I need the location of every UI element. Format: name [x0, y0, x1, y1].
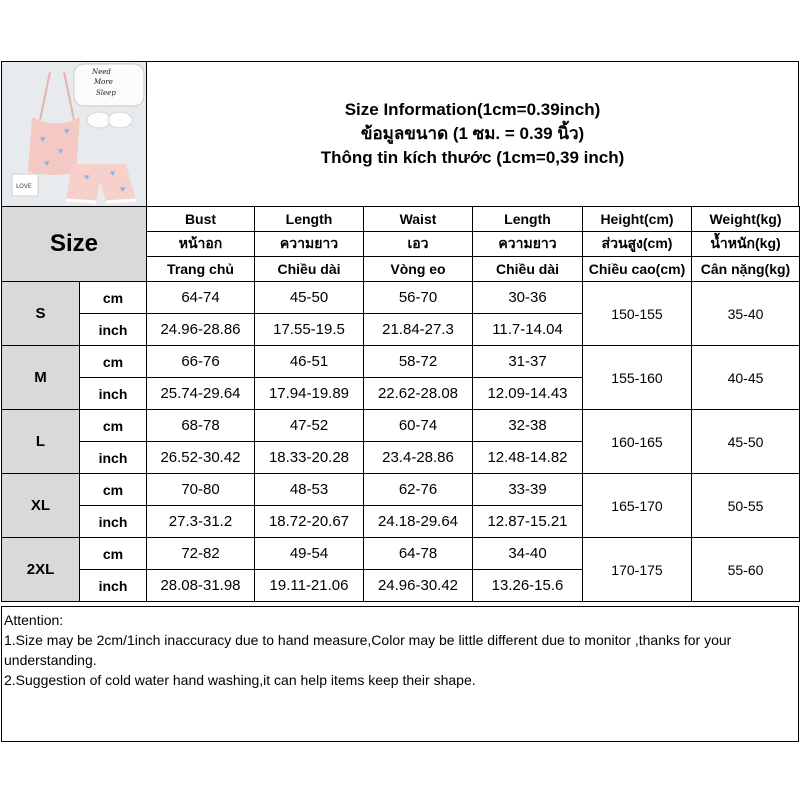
- col-bust-vi: Trang chủ: [147, 257, 255, 282]
- col-bust-en: Bust: [147, 207, 255, 232]
- unit-inch: inch: [80, 378, 147, 410]
- short-length-cm: 33-39: [473, 474, 583, 506]
- size-label: 2XL: [2, 538, 80, 602]
- attention-note-2: 2.Suggestion of cold water hand washing,it can help items keep their shape.: [4, 672, 476, 688]
- product-photo: [2, 62, 147, 206]
- bust-cm: 64-74: [147, 282, 255, 314]
- col-height-vi: Chiều cao(cm): [583, 257, 692, 282]
- table-row: [2, 410, 800, 442]
- col-top-length-en: Length: [255, 207, 364, 232]
- top-length-cm: 46-51: [255, 346, 364, 378]
- title-english: Size Information(1cm=0.39inch): [344, 100, 601, 119]
- col-short-length-th: ความยาว: [473, 232, 583, 257]
- waist-cm: 58-72: [364, 346, 473, 378]
- size-label: S: [2, 282, 80, 346]
- short-length-inch: 11.7-14.04: [473, 314, 583, 346]
- waist-inch: 22.62-28.08: [364, 378, 473, 410]
- short-length-inch: 12.09-14.43: [473, 378, 583, 410]
- bust-inch: 26.52-30.42: [147, 442, 255, 474]
- attention-heading: Attention:: [4, 612, 64, 628]
- waist-inch: 24.18-29.64: [364, 506, 473, 538]
- table-row: [2, 474, 800, 506]
- top-length-inch: 18.72-20.67: [255, 506, 364, 538]
- col-waist-en: Waist: [364, 207, 473, 232]
- col-weight-th: น้ำหนัก(kg): [692, 232, 800, 257]
- size-label: L: [2, 410, 80, 474]
- top-length-inch: 17.55-19.5: [255, 314, 364, 346]
- weight-range: 35-40: [692, 282, 800, 346]
- svg-text:♥: ♥: [44, 158, 50, 168]
- waist-inch: 21.84-27.3: [364, 314, 473, 346]
- svg-text:♥: ♥: [64, 126, 70, 136]
- svg-text:♥: ♥: [58, 146, 64, 156]
- pillow-text-2: More: [94, 78, 113, 86]
- bust-inch: 28.08-31.98: [147, 570, 255, 602]
- top-length-inch: 19.11-21.06: [255, 570, 364, 602]
- height-range: 165-170: [583, 474, 692, 538]
- bust-inch: 25.74-29.64: [147, 378, 255, 410]
- short-length-inch: 12.87-15.21: [473, 506, 583, 538]
- top-length-cm: 48-53: [255, 474, 364, 506]
- waist-cm: 62-76: [364, 474, 473, 506]
- pillow-text-1: Need: [92, 68, 111, 76]
- short-length-cm: 31-37: [473, 346, 583, 378]
- col-short-length-vi: Chiều dài: [473, 257, 583, 282]
- table-row: [2, 538, 800, 570]
- col-weight-vi: Cân nặng(kg): [692, 257, 800, 282]
- title-thai: ข้อมูลขนาด (1 ซม. = 0.39 นิ้ว): [360, 124, 585, 143]
- unit-cm: cm: [80, 410, 147, 442]
- size-info-header: [1, 61, 799, 207]
- col-waist-th: เอว: [364, 232, 473, 257]
- table-row: [2, 346, 800, 378]
- unit-inch: inch: [80, 314, 147, 346]
- svg-text:♥: ♥: [40, 134, 46, 144]
- height-range: 160-165: [583, 410, 692, 474]
- weight-range: 55-60: [692, 538, 800, 602]
- weight-range: 50-55: [692, 474, 800, 538]
- card-text: LOVE: [16, 183, 32, 190]
- short-length-cm: 32-38: [473, 410, 583, 442]
- pillow-text-3: Sleep: [96, 89, 116, 97]
- attention-note-1: 1.Size may be 2cm/1inch inaccuracy due to hand measure,Color may be little different due to monitor ,thanks for your understanding.: [4, 632, 732, 668]
- unit-cm: cm: [80, 346, 147, 378]
- bust-cm: 72-82: [147, 538, 255, 570]
- weight-range: 45-50: [692, 410, 800, 474]
- unit-inch: inch: [80, 570, 147, 602]
- unit-inch: inch: [80, 442, 147, 474]
- col-waist-vi: Vòng eo: [364, 257, 473, 282]
- svg-text:♥: ♥: [120, 184, 126, 194]
- title-vietnamese: Thông tin kích thước (1cm=0,39 inch): [320, 148, 625, 167]
- short-length-inch: 12.48-14.82: [473, 442, 583, 474]
- top-length-inch: 17.94-19.89: [255, 378, 364, 410]
- col-short-length-en: Length: [473, 207, 583, 232]
- header-row-english: [2, 207, 800, 232]
- bust-cm: 70-80: [147, 474, 255, 506]
- weight-range: 40-45: [692, 346, 800, 410]
- unit-cm: cm: [80, 474, 147, 506]
- height-range: 170-175: [583, 538, 692, 602]
- col-bust-th: หน้าอก: [147, 232, 255, 257]
- bust-inch: 27.3-31.2: [147, 506, 255, 538]
- short-length-inch: 13.26-15.6: [473, 570, 583, 602]
- height-range: 155-160: [583, 346, 692, 410]
- waist-cm: 60-74: [364, 410, 473, 442]
- size-label: XL: [2, 474, 80, 538]
- top-length-inch: 18.33-20.28: [255, 442, 364, 474]
- table-row: [2, 282, 800, 314]
- waist-cm: 64-78: [364, 538, 473, 570]
- top-length-cm: 49-54: [255, 538, 364, 570]
- size-chart-table: [1, 206, 800, 602]
- size-label: M: [2, 346, 80, 410]
- bust-cm: 66-76: [147, 346, 255, 378]
- bust-cm: 68-78: [147, 410, 255, 442]
- waist-inch: 23.4-28.86: [364, 442, 473, 474]
- size-info-titles: [147, 62, 798, 206]
- short-length-cm: 34-40: [473, 538, 583, 570]
- unit-cm: cm: [80, 282, 147, 314]
- col-top-length-vi: Chiều dài: [255, 257, 364, 282]
- bust-inch: 24.96-28.86: [147, 314, 255, 346]
- height-range: 150-155: [583, 282, 692, 346]
- attention-notes: [1, 606, 799, 742]
- col-height-th: ส่วนสูง(cm): [583, 232, 692, 257]
- col-top-length-th: ความยาว: [255, 232, 364, 257]
- size-column-header: Size: [2, 207, 147, 282]
- unit-inch: inch: [80, 506, 147, 538]
- waist-inch: 24.96-30.42: [364, 570, 473, 602]
- unit-cm: cm: [80, 538, 147, 570]
- pajama-set-image: [2, 62, 146, 206]
- waist-cm: 56-70: [364, 282, 473, 314]
- svg-text:♥: ♥: [84, 172, 90, 182]
- svg-text:♥: ♥: [110, 168, 116, 178]
- short-length-cm: 30-36: [473, 282, 583, 314]
- top-length-cm: 47-52: [255, 410, 364, 442]
- col-weight-en: Weight(kg): [692, 207, 800, 232]
- top-length-cm: 45-50: [255, 282, 364, 314]
- col-height-en: Height(cm): [583, 207, 692, 232]
